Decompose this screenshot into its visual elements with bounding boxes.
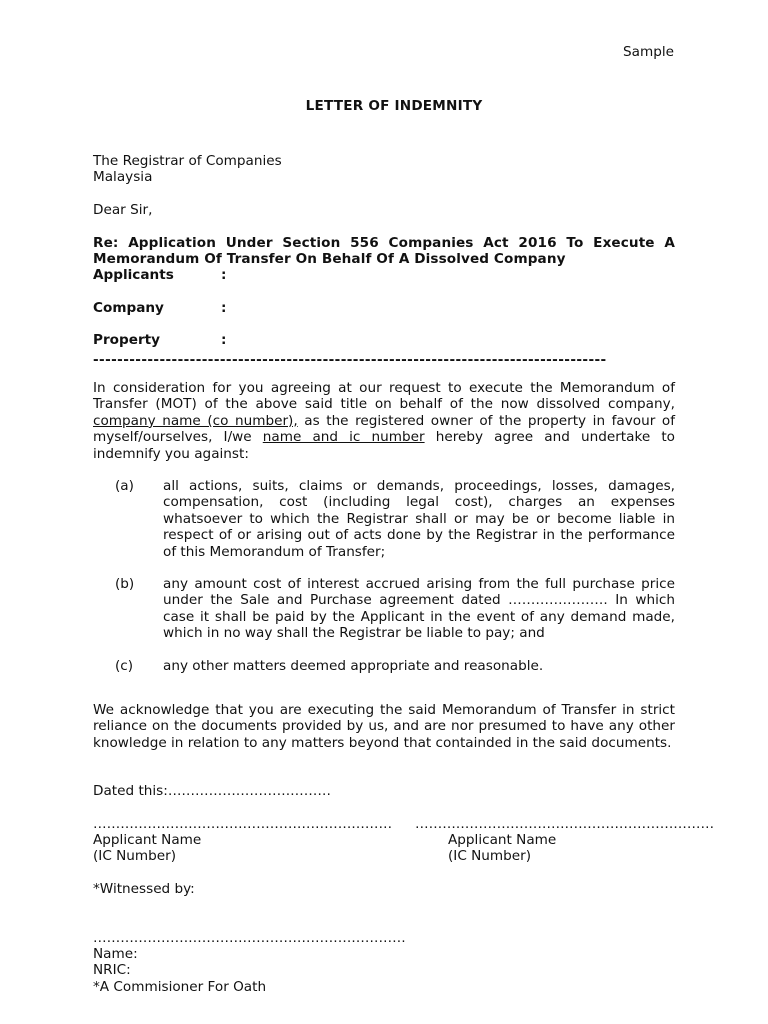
field-colon: : bbox=[221, 267, 227, 283]
witness-label: *Witnessed by: bbox=[93, 881, 195, 897]
document-title: LETTER OF INDEMNITY bbox=[305, 98, 483, 114]
field-label: Company bbox=[93, 300, 164, 316]
item-text: all actions, suits, claims or demands, proceedings, losses, damages, compensation, cost (including legal cost), charges an expenses whatsoever to which the Registrar shall or may be or become liable in respect of or arising out of acts done by the Registrar in the performance of this Memorandum of Transfer; bbox=[163, 478, 675, 560]
subject-line: Re: Application Under Section 556 Companies Act 2016 To Execute A Memorandum Of Transfer On Behalf Of A Dissolved Company bbox=[93, 235, 675, 268]
separator-line: ------------------------------------------------------------------------------------- bbox=[93, 352, 607, 368]
item-text: any amount cost of interest accrued arising from the full purchase price under the Sale and Purchase agreement dated …………………. In which case it shall be paid by the Applicant in the event of any demand made, which in no way shall the Registrar be liable to pay; and bbox=[163, 576, 675, 642]
addressee bbox=[93, 153, 282, 186]
sample-label: Sample bbox=[623, 44, 674, 60]
witness-signature-line: …………………………………………………………… bbox=[93, 930, 406, 946]
signature-block-1 bbox=[93, 832, 201, 865]
salutation: Dear Sir, bbox=[93, 202, 153, 218]
field-colon: : bbox=[221, 300, 227, 316]
field-label: Property bbox=[93, 332, 161, 348]
intro-text-1: In consideration for you agreeing at our request to execute the Memorandum of Transfer (MOT) of the above said title on behalf of the now dissolved company, bbox=[93, 380, 675, 413]
intro-paragraph bbox=[93, 380, 675, 462]
field-company bbox=[93, 300, 226, 316]
signature-line-1: ………………………………………………………… bbox=[93, 816, 393, 832]
addressee-line-2: Malaysia bbox=[93, 169, 153, 186]
list-item bbox=[93, 478, 675, 560]
item-marker: (a) bbox=[115, 478, 134, 494]
item-marker: (c) bbox=[115, 658, 134, 674]
list-item bbox=[93, 576, 675, 642]
name-placeholder: name and ic number bbox=[262, 429, 425, 446]
field-colon: : bbox=[221, 332, 227, 348]
applicant-name-label: Applicant Name bbox=[93, 832, 202, 848]
addressee-line-1: The Registrar of Companies bbox=[93, 153, 282, 169]
list-item bbox=[93, 658, 675, 674]
signature-line-2: ………………………………………………………… bbox=[415, 816, 715, 832]
witness-block bbox=[93, 946, 266, 995]
item-text: any other matters deemed appropriate and reasonable. bbox=[163, 658, 544, 674]
signature-block-2 bbox=[448, 832, 556, 865]
dated-line: Dated this:……………………………… bbox=[93, 783, 331, 799]
intro-text-3: hereby agree and undertake to indemnify you against: bbox=[93, 429, 675, 462]
company-placeholder: company name (co number), bbox=[93, 412, 298, 429]
witness-nric-label: NRIC: bbox=[93, 962, 131, 979]
item-marker: (b) bbox=[115, 576, 135, 592]
field-applicants bbox=[93, 267, 226, 283]
witness-role-label: *A Commisioner For Oath bbox=[93, 978, 267, 995]
applicant-name-label: Applicant Name bbox=[448, 832, 557, 848]
acknowledgement-paragraph: We acknowledge that you are executing the said Memorandum of Transfer in strict reliance on the documents provided by us, and are nor presumed to have any other knowledge in relation to any matters beyond that containded in the said documents. bbox=[93, 702, 675, 751]
applicant-ic-label: (IC Number) bbox=[448, 848, 532, 865]
field-property bbox=[93, 332, 226, 348]
field-label: Applicants bbox=[93, 267, 174, 283]
witness-name-label: Name: bbox=[93, 946, 138, 962]
applicant-ic-label: (IC Number) bbox=[93, 848, 177, 865]
intro-text-2: as the registered owner of the property in favour of myself/ourselves, I/we bbox=[93, 412, 675, 446]
